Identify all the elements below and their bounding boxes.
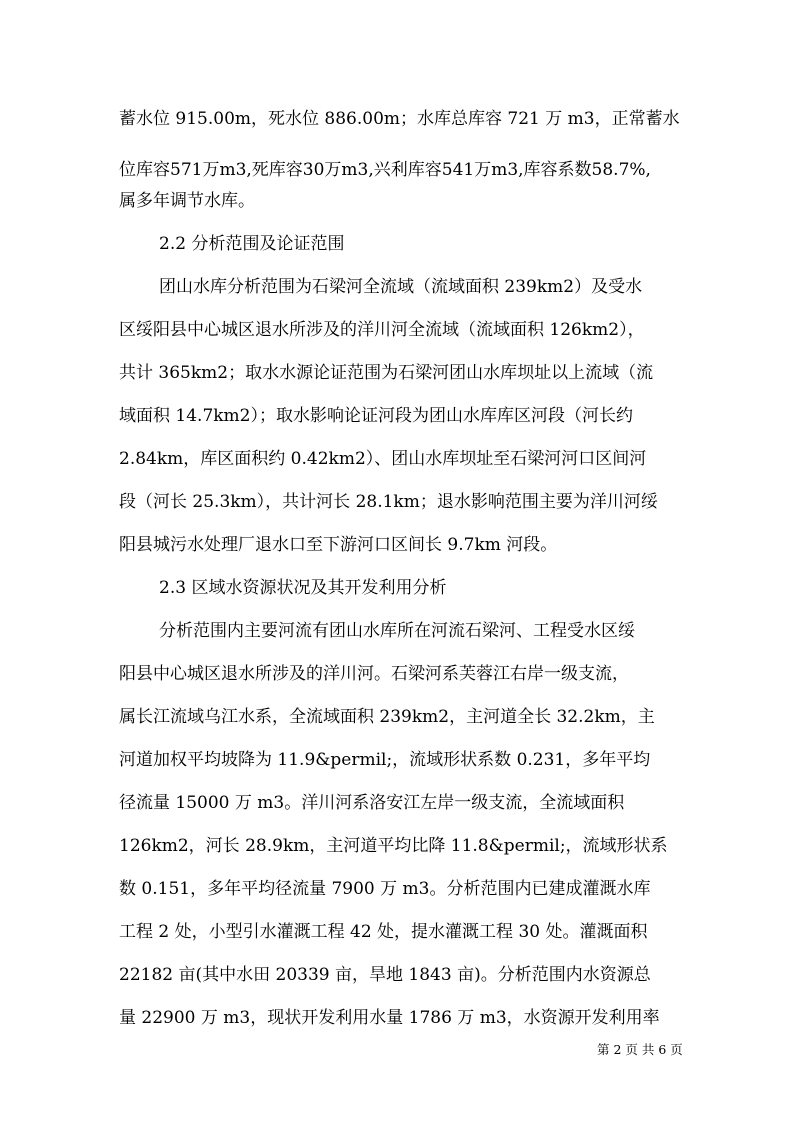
text-line: 位库容571万m3,死库容30万m3,兴利库容541万m3,库容系数58.7%, [119,160,651,180]
text-line: 属长江流域乌江水系，全流域面积 239km2，主河道全长 32.2km，主 [119,707,655,727]
text-line: 段（河长 25.3km），共计河长 28.1km；退水影响范围主要为洋川河绥 [119,492,658,512]
text-line: 126km2，河长 28.9km，主河道平均比降 11.8&permil;，流域形状系 [119,836,668,856]
text-line: 阳县中心城区退水所涉及的洋川河。石梁河系芙蓉江右岸一级支流， [119,664,629,684]
text-line: 共计 365km2；取水水源论证范围为石梁河团山水库坝址以上流域（流 [119,363,654,383]
text-line: 2.84km，库区面积约 0.42km2）、团山水库坝址至石梁河河口区间河 [119,449,647,469]
text-line: 工程 2 处，小型引水灌溉工程 42 处，提水灌溉工程 30 处。灌溉面积 [119,922,648,942]
text-line: 属多年调节水库。 [119,191,255,211]
text-line: 团山水库分析范围为石梁河全流域（流域面积 239km2）及受水 [159,277,643,297]
text-line: 22182 亩(其中水田 20339 亩，旱地 1843 亩)。分析范围内水资源总 [119,965,651,985]
text-line: 蓄水位 915.00m，死水位 886.00m；水库总库容 721 万 m3，正常蓄水 [119,109,680,129]
text-line: 区绥阳县中心城区退水所涉及的洋川河全流域（流域面积 126km2）， [119,320,645,340]
section-heading: 2.3 区域水资源状况及其开发利用分析 [159,578,447,598]
text-line: 阳县城污水处理厂退水口至下游河口区间长 9.7km 河段。 [119,535,558,555]
text-line: 河道加权平均坡降为 11.9&permil;，流域形状系数 0.231，多年平均 [119,750,651,770]
text-line: 分析范围内主要河流有团山水库所在河流石梁河、工程受水区绥 [159,621,635,641]
text-line: 量 22900 万 m3，现状开发利用水量 1786 万 m3，水资源开发利用率 [119,1008,660,1028]
text-line: 域面积 14.7km2）；取水影响论证河段为团山水库库区河段（河长约 [119,406,633,426]
section-heading: 2.2 分析范围及论证范围 [159,234,345,254]
text-line: 径流量 15000 万 m3。洋川河系洛安江左岸一级支流，全流域面积 [119,793,625,813]
text-line: 数 0.151，多年平均径流量 7900 万 m3。分析范围内已建成灌溉水库 [119,879,651,899]
page-number-footer: 第 2 页 共 6 页 [597,1042,683,1057]
